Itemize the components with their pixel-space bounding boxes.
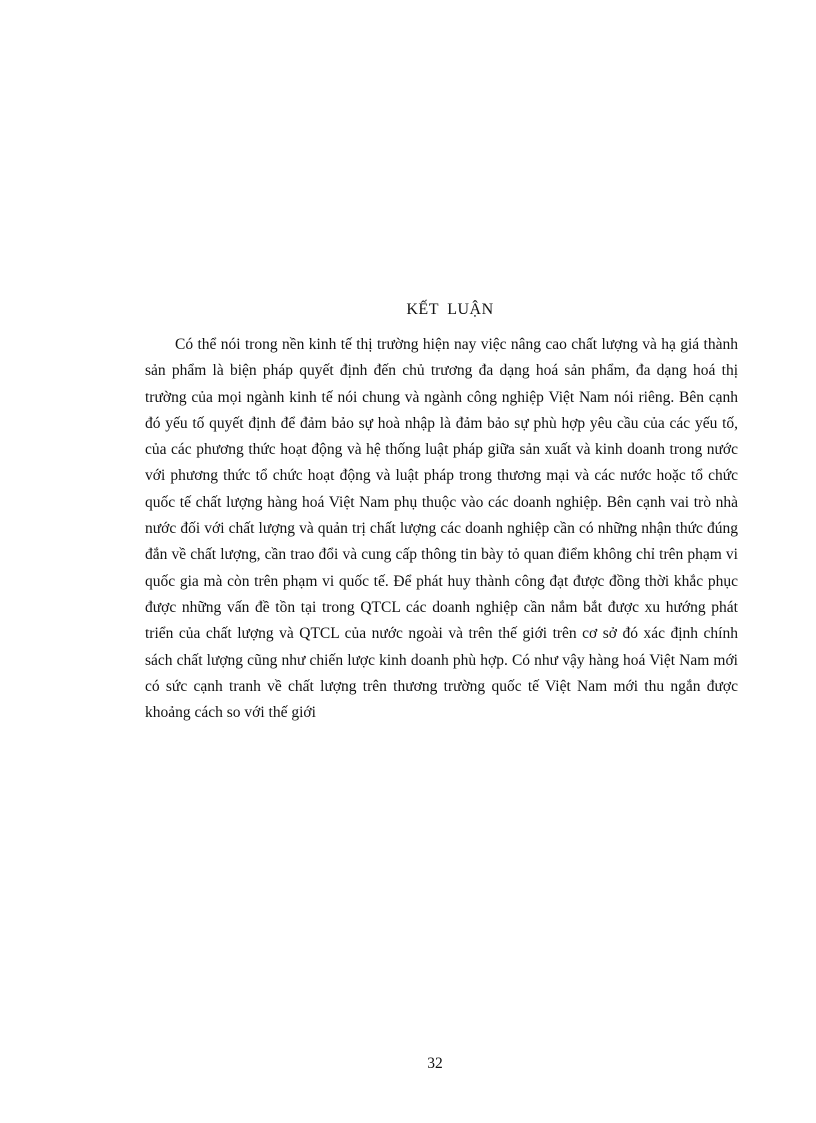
page-number: 32 xyxy=(427,1055,443,1072)
section-heading: KẾT LUẬN xyxy=(406,301,494,318)
conclusion-paragraph: Có thể nói trong nền kinh tế thị trường hiện nay việc nâng cao chất lượng và hạ giá thành sản phẩm là biện pháp quyết định đến chủ trương đa dạng hoá sản phẩm, đa dạng hoá thị trường của mọi ngành kinh tế nói chung và ngành công nghiệp Việt Nam nói riêng. Bên cạnh đó yếu tố quyết định để đảm bảo sự hoà nhập là đảm bảo sự phù hợp yêu cầu của các yếu tố, của các phương thức hoạt động và hệ thống luật pháp giữa sản xuất và kinh doanh trong nước với phương thức tổ chức hoạt động và luật pháp trong thương mại và các nước hoặc tổ chức quốc tế chất lượng hàng hoá Việt Nam phụ thuộc vào các doanh nghiệp. Bên cạnh vai trò nhà nước đối với chất lượng và quản trị chất lượng các doanh nghiệp cần có những nhận thức đúng đắn về chất lượng, cần trao đổi và cung cấp thông tin bày tỏ quan điểm không chỉ trên phạm vi quốc gia mà còn trên phạm vi quốc tế. Để phát huy thành công đạt được đồng thời khắc phục được những vấn đề tồn tại trong QTCL các doanh nghiệp cần nắm bắt được xu hướng phát triển của chất lượng và QTCL của nước ngoài và trên thế giới trên cơ sở đó xác định chính sách chất lượng cũng như chiến lược kinh doanh phù hợp. Có như vậy hàng hoá Việt Nam mới có sức cạnh tranh về chất lượng trên thương trường quốc tế Việt Nam mới thu ngắn được khoảng cách so với thế giới xyxy=(145,336,738,722)
